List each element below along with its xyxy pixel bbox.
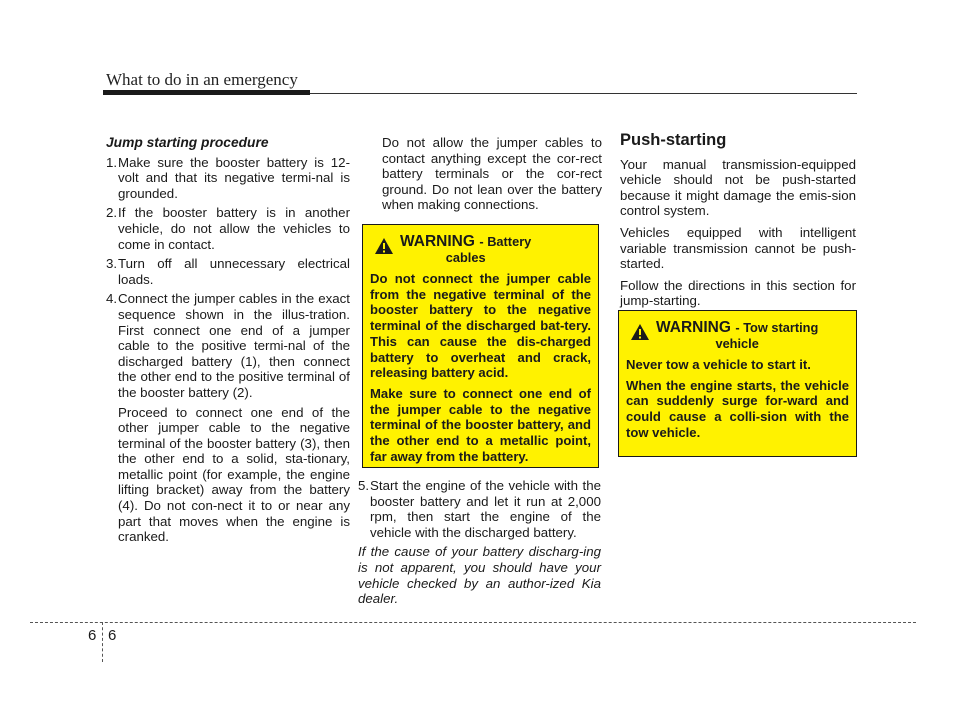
step-number: 1. <box>106 154 118 170</box>
header-rule-thin <box>310 93 857 94</box>
warning-title: WARNING <box>400 233 475 250</box>
step-number: 3. <box>106 256 118 272</box>
warning-body <box>370 271 591 464</box>
push-starting-title: Push-starting <box>620 131 727 149</box>
dealer-note: If the cause of your battery discharg-ing is not apparent, you should have your vehicle checked by an author-ized Kia dealer. <box>358 544 601 607</box>
step-text: Start the engine of the vehicle with the booster battery and let it run at 2,000 rpm, then start the engine of the vehicle with the discharged battery. <box>370 478 601 540</box>
push-starting-paragraph: Follow the directions in this section for jump-starting. <box>620 277 856 309</box>
step-4 <box>106 291 350 400</box>
push-starting-paragraph: Vehicles equipped with intelligent variable transmission cannot be push-started. <box>620 224 856 272</box>
footer-dashed-divider <box>102 622 103 662</box>
footer-dashed-rule <box>30 622 916 623</box>
step-5 <box>358 478 601 540</box>
step-number: 2. <box>106 205 118 221</box>
push-starting-paragraph: Your manual transmission-equipped vehicle should not be push-started because it might damage the emis-sion control system. <box>620 156 856 219</box>
page-header-title: What to do in an emergency <box>106 70 298 89</box>
warning-title: WARNING <box>656 319 731 336</box>
step-4-continuation: Proceed to connect one end of the other jumper cable to the negative terminal of the booster battery (3), then the other end to a solid, sta-tionary, metallic point (for example, the engine lifting bracket) away from the battery (4). Do not con-nect it to or near any part that moves when the engine is cranked. <box>118 404 350 545</box>
step-1 <box>106 155 350 202</box>
warning-subtitle: - Battery <box>479 234 532 249</box>
warning-header <box>370 233 591 265</box>
warning-paragraph: Do not connect the jumper cable from the negative terminal of the booster battery to the negative terminal of the discharged bat-tery. This can cause the dis-charged battery to overheat and crack, releasing battery acid. <box>370 271 591 381</box>
warning-subtitle-line2: vehicle <box>715 336 759 351</box>
step-number: 5. <box>358 478 370 493</box>
warning-header <box>626 319 849 351</box>
right-column <box>620 133 856 315</box>
warning-subtitle-line2: cables <box>445 250 486 265</box>
warning-body <box>626 357 849 441</box>
warning-subtitle: - Tow starting <box>735 320 819 335</box>
step-text: Connect the jumper cables in the exact sequence shown in the illus-tration. First connect one end of a jumper cable to the positive termi-nal of the discharged battery (1), then connect the other end to the positive terminal of the booster battery (2). <box>118 291 350 400</box>
jumper-caution-paragraph: Do not allow the jumper cables to contact anything except the cor-rect battery terminals or the cor-rect ground. Do not lean over the battery when making connections. <box>382 135 602 213</box>
chapter-number: 6 <box>88 627 97 644</box>
warning-triangle-icon <box>630 323 650 341</box>
step-number: 4. <box>106 291 118 307</box>
step-text: Turn off all unnecessary electrical loads. <box>118 256 350 287</box>
middle-column <box>370 135 602 219</box>
step-3 <box>106 256 350 287</box>
jump-starting-subhead: Jump starting procedure <box>106 135 269 150</box>
step-text: Make sure the booster battery is 12-volt and that its negative termi-nal is grounded. <box>118 154 350 201</box>
step-text: If the booster battery is in another vehicle, do not allow the vehicles to come in contact. <box>118 205 350 252</box>
header-rule-thick <box>103 90 310 95</box>
step-2 <box>106 205 350 252</box>
warning-paragraph: Make sure to connect one end of the jumper cable to the negative terminal of the booster battery, and the other end to a metallic point, far away from the battery. <box>370 385 591 464</box>
page-number: 6 <box>108 627 117 644</box>
warning-triangle-icon <box>374 237 394 255</box>
middle-column-lower <box>358 478 601 613</box>
left-column <box>106 135 350 551</box>
warning-paragraph: Never tow a vehicle to start it. <box>626 357 811 372</box>
warning-box-battery-cables <box>362 224 599 468</box>
warning-paragraph: When the engine starts, the vehicle can suddenly surge for-ward and could cause a colli-sion with the tow vehicle. <box>626 377 849 440</box>
warning-box-tow-starting <box>618 310 857 457</box>
